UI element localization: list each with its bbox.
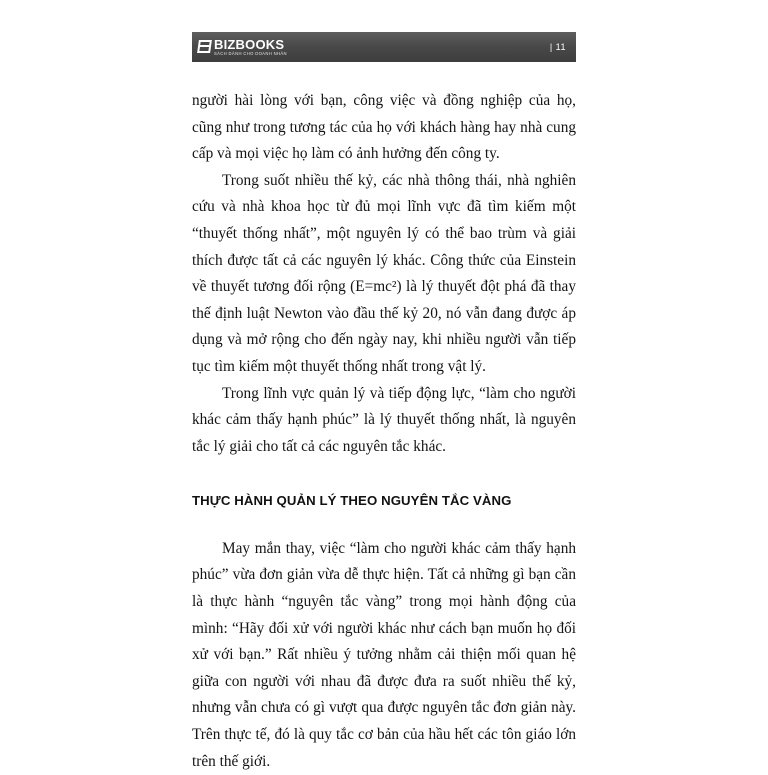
publisher-tagline: SÁCH DÀNH CHO DOANH NHÂN [214,51,287,57]
publisher-name-block [214,38,287,57]
publisher-name: BIZBOOKS [214,36,285,52]
paragraph: May mắn thay, việc “làm cho người khác cảm thấy hạnh phúc” vừa đơn giản vừa dễ thực hiện. Tất cả những gì bạn cần là thực hành “nguyên tắc vàng” trong mọi hành động của mình: “Hãy đối xử với người khác như cách bạn muốn họ đối xử với bạn.” Rất nhiều ý tưởng nhằm cải thiện mối quan hệ giữa con người với nhau đã được đưa ra suốt nhiều thế kỷ, nhưng vẫn chưa có gì vượt qua được nguyên tắc đơn giản này. Trên thực tế, đó là quy tắc cơ bản của hầu hết các tôn giáo lớn trên thế giới. [192,539,576,770]
page-content [192,32,576,775]
body-text [192,88,576,775]
bizbooks-logo-icon [197,40,212,53]
publisher-logo [198,38,287,57]
page-number: | 11 [549,42,566,52]
paragraph: người hài lòng với bạn, công việc và đồng nghiệp của họ, cũng như trong tương tác của họ với khách hàng hay nhà cung cấp và mọi việc họ làm có ảnh hưởng đến công ty. [192,92,576,163]
paragraph: Trong suốt nhiều thế kỷ, các nhà thông thái, nhà nghiên cứu và nhà khoa học từ đủ mọi lĩnh vực đã tìm kiếm một “thuyết thống nhất”, một nguyên lý có thể bao trùm và giải thích được tất cả các nguyên lý khác. Công thức của Einstein về thuyết tương đối rộng (E=mc²) là lý thuyết đột phá đã thay thế định luật Newton vào đầu thế kỷ 20, nó vẫn đang được áp dụng và mở rộng cho đến ngày nay, khi nhiều người vẫn tiếp tục tìm kiếm một thuyết thống nhất trong vật lý. [192,171,576,376]
page-header [192,32,576,62]
section-heading: THỰC HÀNH QUẢN LÝ THEO NGUYÊN TẮC VÀNG [192,492,512,508]
paragraph: Trong lĩnh vực quản lý và tiếp động lực, “làm cho người khác cảm thấy hạnh phúc” là lý thuyết thống nhất, là nguyên tắc lý giải cho tất cả các nguyên tắc khác. [192,384,576,455]
